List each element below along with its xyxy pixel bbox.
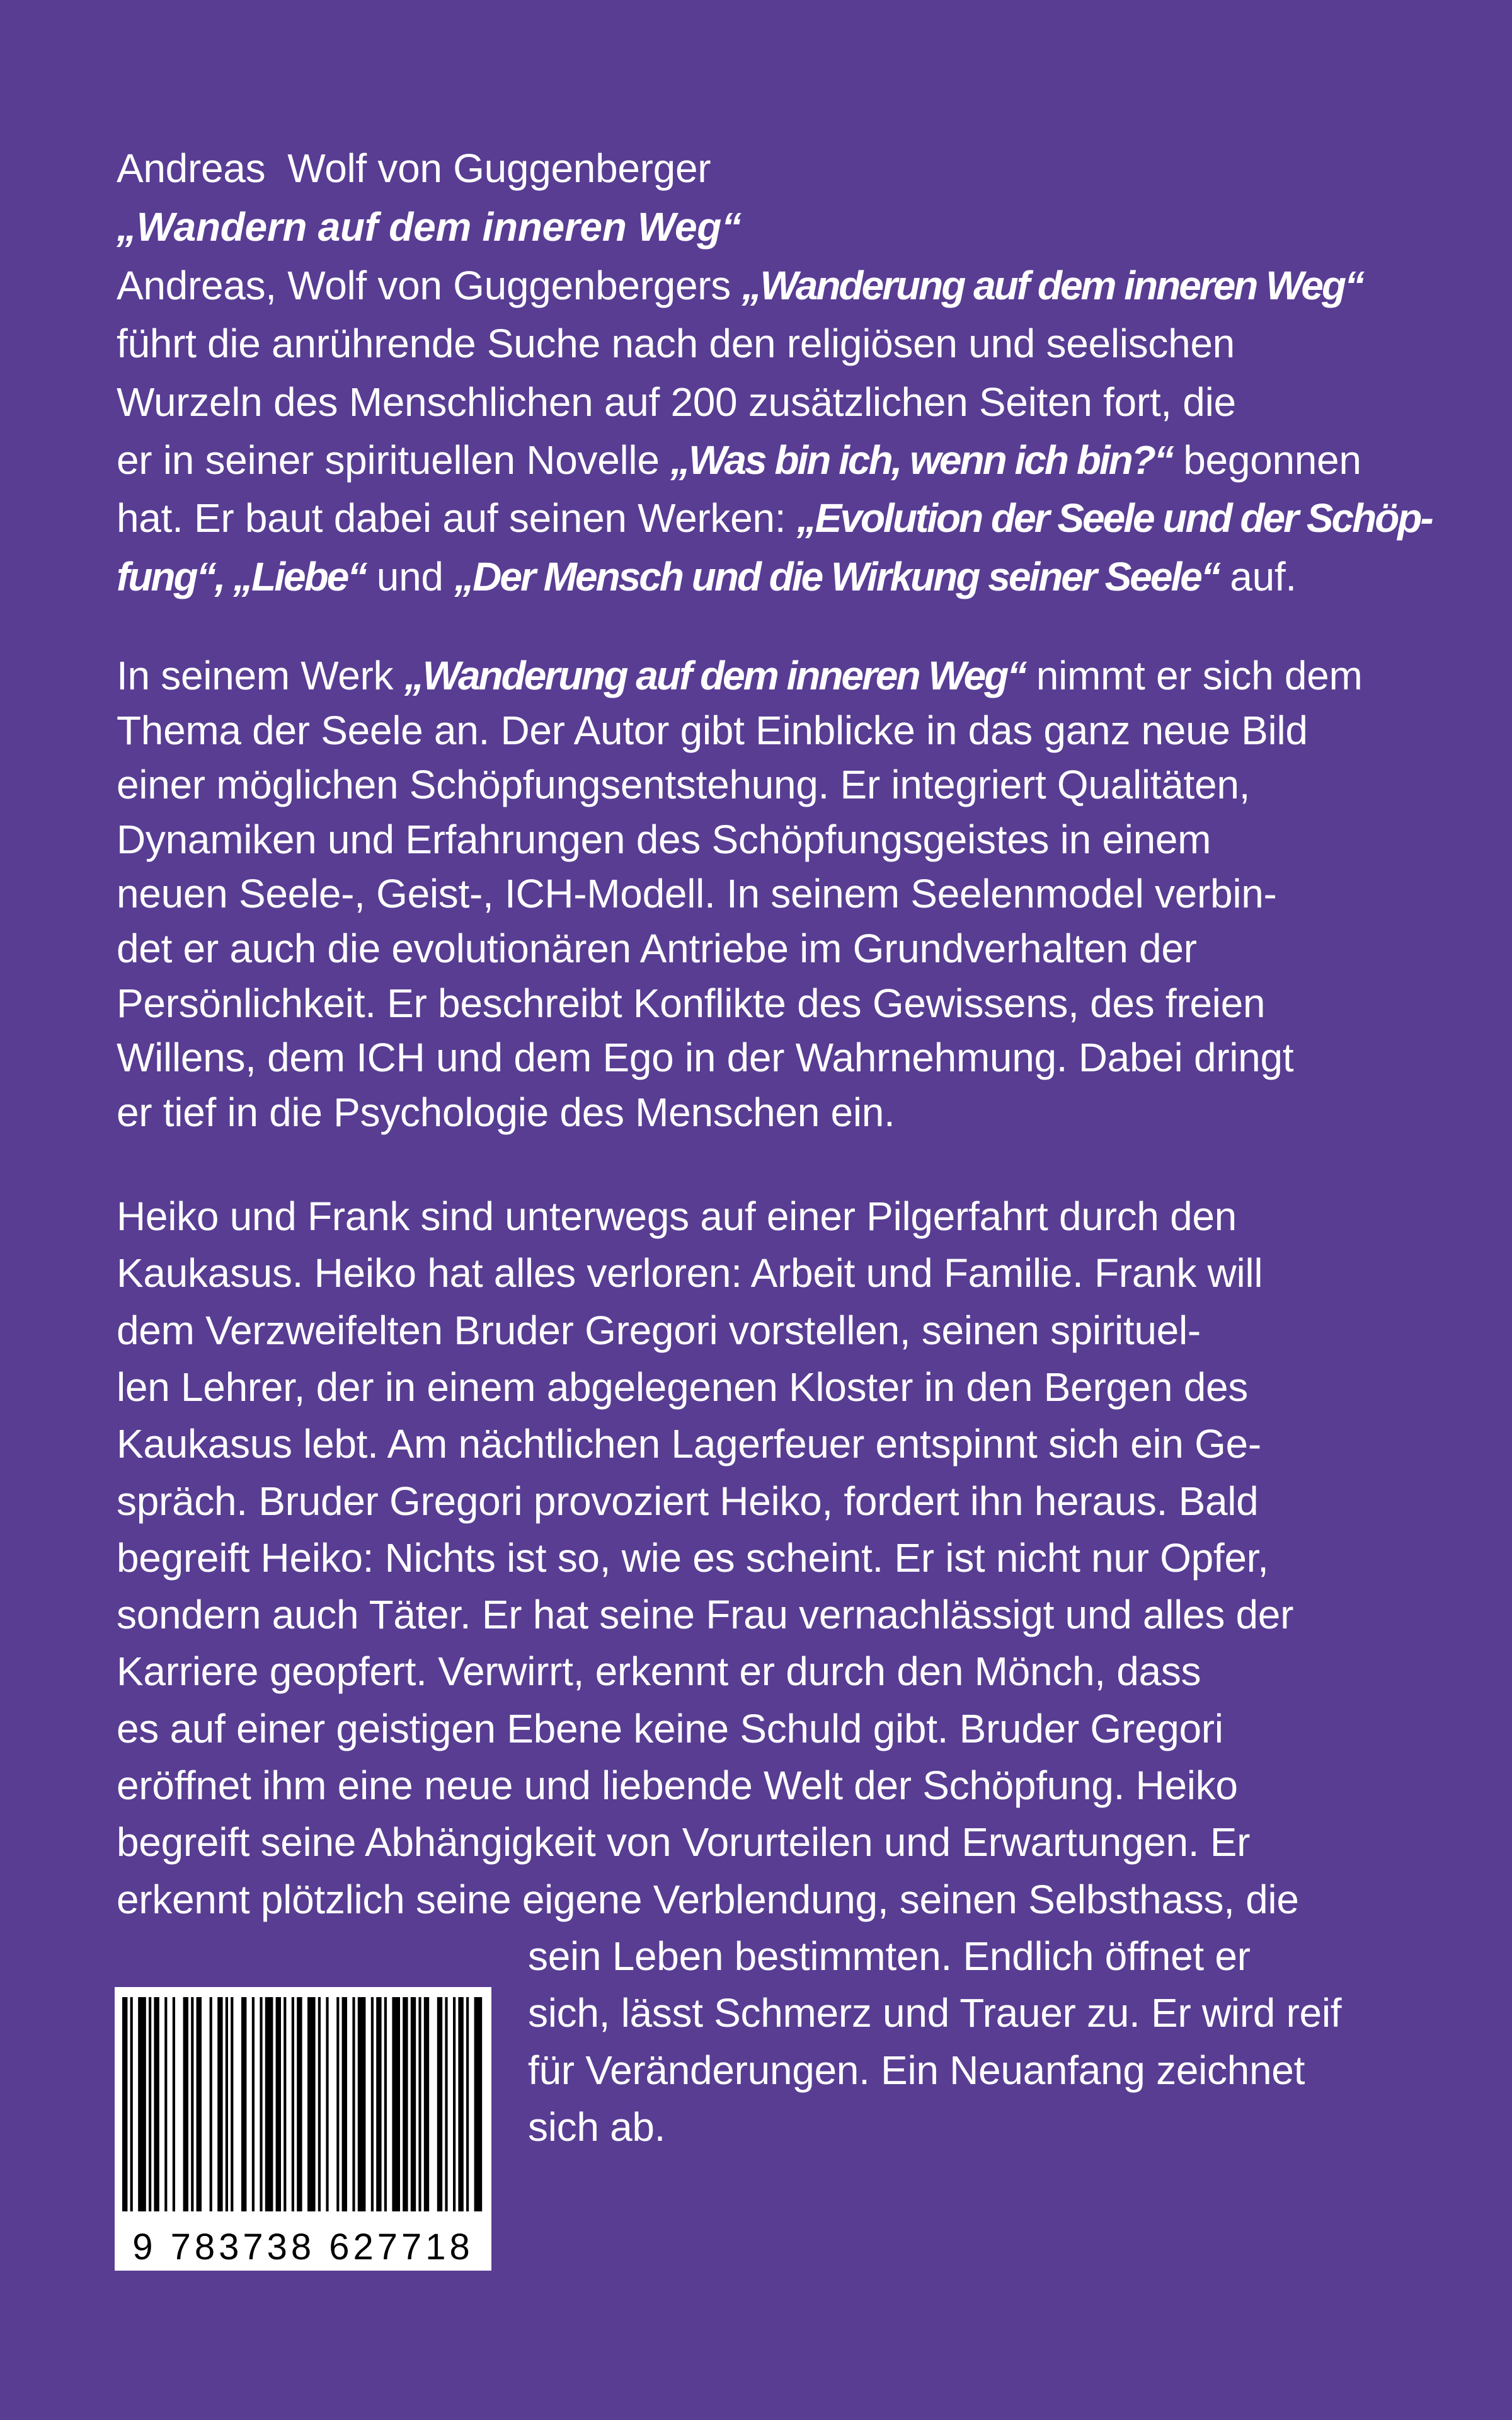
barcode-bar — [358, 1997, 366, 2211]
barcode-bar — [122, 1997, 127, 2211]
barcode-bar — [376, 1997, 381, 2211]
text-run: sein Leben bestimmten. Endlich öffnet er — [528, 1933, 1251, 1979]
barcode-bar — [453, 1997, 455, 2211]
text-run: det er auch die evolutionären Antriebe im Grundverhalten der — [117, 926, 1197, 971]
paragraph-intro-line — [117, 374, 1236, 430]
barcode-bar — [352, 1997, 355, 2211]
paragraph-story-line — [117, 1871, 1299, 1928]
barcode-bar — [241, 1997, 246, 2211]
barcode-bar — [217, 1997, 222, 2211]
paragraph-story-line — [117, 1757, 1238, 1814]
text-run: er tief in die Psychologie des Menschen ein. — [117, 1089, 895, 1135]
paragraph-story-line — [117, 1245, 1263, 1301]
book-title: „Wandern auf dem inneren Weg“ — [117, 204, 742, 250]
barcode-bar — [336, 1997, 339, 2211]
barcode-bar — [437, 1997, 442, 2211]
work-title-emphasis: „Der Mensch und die Wirkung seiner Seele“ — [454, 553, 1219, 599]
text-run: Heiko und Frank sind unterwegs auf einer Pilgerfahrt durch den — [117, 1194, 1237, 1239]
barcode-bar — [130, 1997, 133, 2211]
work-title-emphasis: „Wanderung auf dem inneren Weg“ — [742, 263, 1363, 308]
barcode-bar — [210, 1997, 212, 2211]
barcode-bar — [318, 1997, 321, 2211]
text-run: In seinem Werk — [117, 653, 404, 698]
text-run: Persönlichkeit. Er beschreibt Konflikte des Gewissens, des freien — [117, 980, 1266, 1026]
paragraph-story-line — [528, 1985, 1341, 2041]
author-name: Andreas Wolf von Guggenberger — [117, 146, 711, 191]
paragraph-intro-line — [117, 490, 1432, 546]
barcode-bar — [138, 1997, 146, 2211]
barcode-bar — [149, 1997, 151, 2211]
paragraph-theme-line — [117, 756, 1250, 813]
paragraph-story-line — [117, 1586, 1293, 1643]
text-run: begreift Heiko: Nichts ist so, wie es scheint. Er ist nicht nur Opfer, — [117, 1535, 1269, 1581]
paragraph-intro-line — [117, 315, 1235, 372]
paragraph-theme-line — [117, 1084, 895, 1141]
text-run: nimmt er sich dem — [1025, 653, 1363, 698]
barcode-bar — [197, 1997, 202, 2211]
paragraph-story-line — [117, 1700, 1223, 1757]
text-run: sich ab. — [528, 2104, 666, 2150]
paragraph-story-line — [528, 2099, 665, 2155]
text-run: er in seiner spirituellen Novelle — [117, 437, 671, 483]
barcode-bar — [173, 1997, 175, 2211]
paragraph-intro-line — [117, 548, 1297, 605]
text-run: spräch. Bruder Gregori provoziert Heiko, fordert ihn heraus. Bald — [117, 1478, 1259, 1524]
paragraph-theme-line — [117, 975, 1265, 1032]
text-run: begreift seine Abhängigkeit von Vorurteilen und Erwartungen. Er — [117, 1819, 1251, 1865]
barcode-bar — [371, 1997, 374, 2211]
paragraph-intro-line — [117, 432, 1361, 488]
text-run: und — [365, 553, 455, 599]
text-run: dem Verzweifelten Bruder Gregori vorstellen, seinen spirituel- — [117, 1307, 1201, 1353]
paragraph-theme-line — [117, 1029, 1293, 1086]
text-run: Kaukasus. Heiko hat alles verloren: Arbeit und Familie. Frank will — [117, 1250, 1263, 1296]
barcode-bar — [307, 1997, 316, 2211]
paragraph-story-line — [528, 1928, 1251, 1985]
paragraph-story-line — [117, 1302, 1201, 1359]
barcode-bar — [265, 1997, 273, 2211]
paragraph-story-line — [117, 1359, 1248, 1415]
paragraph-theme-line — [117, 811, 1211, 868]
barcode-bar — [260, 1997, 262, 2211]
text-run: Kaukasus lebt. Am nächtlichen Lagerfeuer entspinnt sich ein Ge- — [117, 1421, 1261, 1467]
text-run: erkennt plötzlich seine eigene Verblendung, seinen Selbsthass, die — [117, 1876, 1299, 1922]
text-run: sondern auch Täter. Er hat seine Frau vernachlässigt und alles der — [117, 1592, 1294, 1638]
barcode-bar — [424, 1997, 429, 2211]
text-run: hat. Er baut dabei auf seinen Werken: — [117, 495, 797, 541]
paragraph-story-line — [117, 1814, 1250, 1870]
text-run: begonnen — [1172, 437, 1361, 483]
barcode-bar — [342, 1997, 347, 2211]
barcode-bar — [226, 1997, 228, 2211]
work-title-emphasis: „Wanderung auf dem inneren Weg“ — [404, 653, 1026, 698]
barcode-bar — [384, 1997, 387, 2211]
paragraph-story-line — [117, 1415, 1261, 1472]
text-run: neuen Seele-, Geist-, ICH-Modell. In seinem Seelenmodel verbin- — [117, 871, 1277, 917]
barcode-bar — [183, 1997, 188, 2211]
text-run: auf. — [1218, 553, 1297, 599]
paragraph-intro-line — [117, 257, 1363, 314]
barcode-bar — [292, 1997, 294, 2211]
barcode-bar — [411, 1997, 416, 2211]
paragraph-story-line — [117, 1473, 1258, 1530]
work-title-emphasis: fung“, „Liebe“ — [117, 553, 366, 599]
barcode-bar — [445, 1997, 447, 2211]
text-run: für Veränderungen. Ein Neuanfang zeichnet — [528, 2047, 1305, 2093]
barcode-bar — [252, 1997, 255, 2211]
work-title-emphasis: „Was bin ich, wenn ich bin?“ — [670, 437, 1172, 483]
barcode-bar — [297, 1997, 302, 2211]
barcode-bar — [284, 1997, 286, 2211]
barcode-bar — [418, 1997, 421, 2211]
text-run: Dynamiken und Erfahrungen des Schöpfungsgeistes in einem — [117, 816, 1211, 862]
barcode-bar — [154, 1997, 159, 2211]
isbn-barcode — [115, 1987, 491, 2271]
barcode-bars — [121, 1997, 485, 2211]
isbn-digits: 9 783738 627718 — [132, 2227, 474, 2267]
barcode-bar — [231, 1997, 233, 2211]
paragraph-story-line — [117, 1188, 1237, 1245]
work-title-emphasis: „Evolution der Seele und der Schöp- — [796, 495, 1432, 541]
paragraph-story-line — [117, 1643, 1201, 1700]
paragraph-story-line — [117, 1530, 1269, 1586]
barcode-bar — [326, 1997, 328, 2211]
text-run: Karriere geopfert. Verwirrt, erkennt er durch den Mönch, dass — [117, 1649, 1201, 1695]
text-run: eröffnet ihm eine neue und liebende Welt der Schöpfung. Heiko — [117, 1763, 1238, 1808]
text-run: es auf einer geistigen Ebene keine Schuld gibt. Bruder Gregori — [117, 1705, 1223, 1751]
barcode-bar — [458, 1997, 463, 2211]
paragraph-theme-line — [117, 865, 1277, 922]
paragraph-theme-line — [117, 647, 1363, 704]
barcode-bar — [276, 1997, 281, 2211]
barcode-bar — [466, 1997, 469, 2211]
barcode-bar — [403, 1997, 408, 2211]
text-run: Willens, dem ICH und dem Ego in der Wahrnehmung. Dabei dringt — [117, 1035, 1294, 1081]
text-run: einer möglichen Schöpfungsentstehung. Er integriert Qualitäten, — [117, 762, 1251, 808]
paragraph-theme-line — [117, 920, 1197, 977]
text-run: Andreas, Wolf von Guggenbergers — [117, 263, 742, 308]
barcode-bar — [164, 1997, 167, 2211]
barcode-bar — [474, 1997, 483, 2211]
text-run: Wurzeln des Menschlichen auf 200 zusätzlichen Seiten fort, die — [117, 379, 1236, 425]
paragraph-story-line — [528, 2042, 1305, 2099]
text-run: Thema der Seele an. Der Autor gibt Einblicke in das ganz neue Bild — [117, 707, 1308, 753]
text-run: len Lehrer, der in einem abgelegenen Kloster in den Bergen des — [117, 1364, 1248, 1410]
barcode-bar — [191, 1997, 193, 2211]
paragraph-theme-line — [117, 702, 1308, 759]
barcode-bar — [392, 1997, 400, 2211]
text-run: sich, lässt Schmerz und Trauer zu. Er wird reif — [528, 1990, 1342, 2036]
text-run: führt die anrührende Suche nach den religiösen und seelischen — [117, 321, 1235, 367]
